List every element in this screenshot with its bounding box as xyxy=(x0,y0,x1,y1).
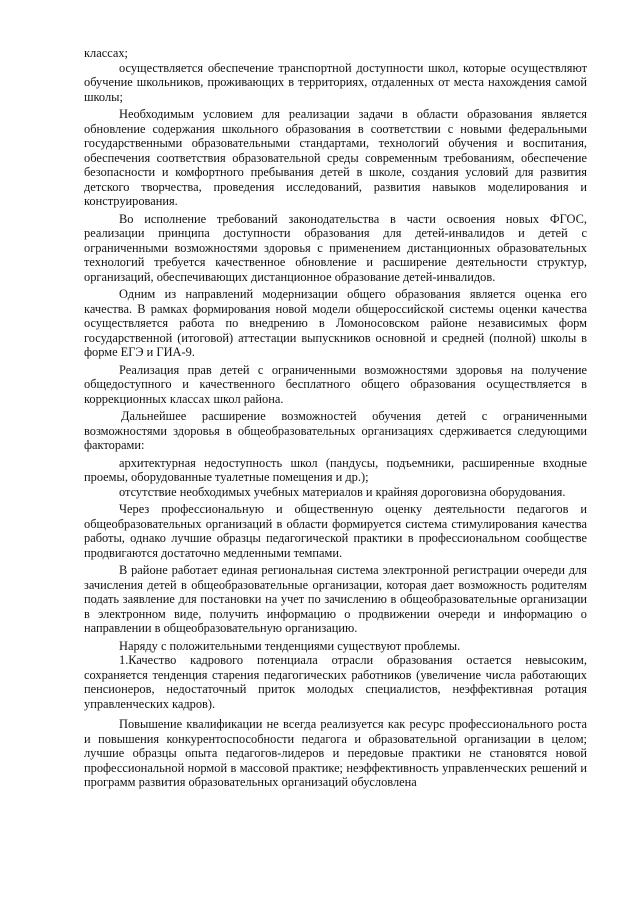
paragraph-8: архитектурная недоступность школ (пандусы, подъемники, расширенные входные проемы, оборудованные туалетные помещения и др.); xyxy=(84,455,587,484)
paragraph-4: Во исполнение требований законодательства в части освоения новых ФГОС, реализации принципа доступности образования для детей-инвалидов и детей с ограниченными возможностями здоровья с применением дистанционных образовательных технологий требуется качественное обновление и расширение деятельности структур, организаций, обеспечивающих дистанционное образование детей-инвалидов. xyxy=(84,211,587,284)
paragraph-11: В районе работает единая региональная система электронной регистрации очереди для зачисления детей в общеобразовательные организации, которая дает возможность родителям подать заявление для постановки на учет по зачислению в общеобразовательные организации в электронном виде, получить информацию о продвижении очереди и информацию о направлении в общеобразовательную организацию. xyxy=(84,563,587,635)
paragraph-1: классах; xyxy=(84,46,128,60)
paragraph-5: Одним из направлений модернизации общего образования является оценка его качества. В рамках формирования новой модели общероссийской системы оценки качества осуществляется работа по внедрению в Ломоносовском районе независимых форм государственной (итоговой) аттестации выпускников основной и средней (полной) школы в форме ЕГЭ и ГИА-9. xyxy=(84,287,587,359)
paragraph-3: Необходимым условием для реализации задачи в области образования является обновление содержания школьного образования в соответствии с новыми федеральными государственными образовательными стандартами, технологий обучения и воспитания, обеспечения соответствия образовательной среды современным требованиям, обеспечение безопасности и комфортного пребывания детей в школе, создания условий для развития детского творчества, проведения исследований, развития навыков моделирования и конструирования. xyxy=(84,107,587,208)
paragraph-12: Наряду с положительными тенденциями существуют проблемы. xyxy=(119,638,461,653)
paragraph-14: Повышение квалификации не всегда реализуется как ресурс профессионального роста и повышения конкурентоспособности педагога и образовательной организации в целом; лучшие образцы опыта педагогов-лидеров и передовые практики не становятся новой профессиональной нормой в массовой практике; неэффективность управленческих решений и программ развития образовательных организаций обусловлена xyxy=(84,717,587,789)
paragraph-6: Реализация прав детей с ограниченными возможностями здоровья на получение общедоступного и качественного бесплатного общего образования осуществляется в коррекционных классах школ района. xyxy=(84,362,587,406)
paragraph-10: Через профессиональную и общественную оценку деятельности педагогов и общеобразовательных организаций в области формируется система стимулирования качества работы, однако лучшие образцы педагогической практики в профессиональном сообществе продвигаются достаточно медленными темпами. xyxy=(84,502,587,560)
paragraph-2: осуществляется обеспечение транспортной доступности школ, которые осуществляют обучение школьников, проживающих в территориях, отдаленных от места нахождения самой школы; xyxy=(84,60,587,104)
paragraph-7: Дальнейшее расширение возможностей обучения детей с ограниченными возможностями здоровья в общеобразовательных организациях сдерживается следующими факторами: xyxy=(84,409,587,452)
paragraph-9: отсутствие необходимых учебных материалов и крайняя дороговизна оборудования. xyxy=(119,484,566,499)
paragraph-13: 1.Качество кадрового потенциала отрасли образования остается невысоким, сохраняется тенденция старения педагогических работников (увеличение числа работающих пенсионеров, недостаточный приток молодых специалистов, неэффективная ротация управленческих кадров). xyxy=(84,653,587,711)
